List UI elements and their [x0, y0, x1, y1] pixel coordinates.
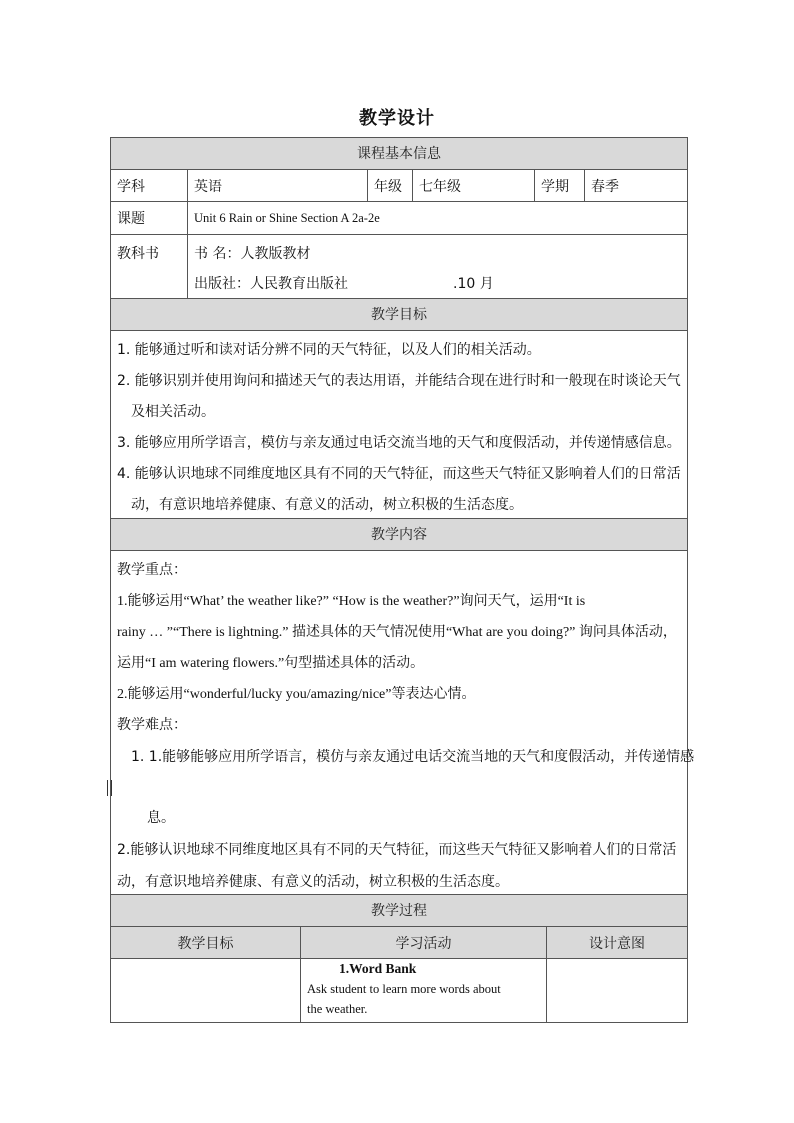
content-line: 动，有意识地培养健康、有意义的活动，树立积极的生活态度。	[117, 874, 509, 890]
content-line: 运用“I am watering flowers.”句型描述具体的活动。	[117, 656, 425, 671]
col-intent-header: 设计意图	[546, 927, 687, 958]
textbook-label: 教科书	[117, 246, 159, 262]
objective-item: 及相关活动。	[131, 404, 215, 420]
margin-marker-icon	[107, 780, 112, 796]
topic-label: 课题	[117, 211, 145, 227]
objective-item: 动，有意识地培养健康、有意义的活动，树立积极的生活态度。	[131, 497, 523, 513]
objective-item: 1. 能够通过听和读对话分辨不同的天气特征，以及人们的相关活动。	[117, 342, 541, 358]
objective-item: 4. 能够认识地球不同维度地区具有不同的天气特征，而这些天气特征又影响着人们的日常活	[117, 466, 681, 482]
term-value: 春季	[584, 170, 687, 201]
objectives-header: 教学目标	[111, 299, 687, 331]
activity-cell	[300, 959, 546, 1022]
publish-date: .10 月	[453, 276, 494, 292]
grade-value: 七年级	[412, 170, 534, 201]
textbook-row	[111, 235, 687, 299]
content-body	[111, 551, 695, 895]
course-info-header: 课程基本信息	[111, 138, 687, 170]
objective-cell	[111, 959, 300, 1022]
topic-row	[111, 202, 687, 235]
activity-title: 1.Word Bank	[339, 961, 417, 976]
difficulties-label: 教学难点：	[117, 717, 187, 733]
intent-cell	[546, 959, 687, 1022]
objective-item: 2. 能够识别并使用询问和描述天气的表达用语，并能结合现在进行时和一般现在时谈论天气	[117, 373, 681, 389]
objectives-body	[111, 331, 687, 519]
content-line: 息。	[147, 810, 175, 826]
course-info-row	[111, 170, 687, 202]
col-objective-header: 教学目标	[177, 935, 234, 952]
process-header: 教学过程	[111, 895, 687, 927]
process-column-headers	[111, 927, 687, 959]
process-row	[111, 959, 687, 1022]
book-name: 书 名：人教版教材	[194, 246, 311, 262]
content-line: 2.能够运用“wonderful/lucky you/amazing/nice”等表达心情。	[117, 687, 476, 702]
term-label: 学期	[534, 170, 584, 201]
topic-value: Unit 6 Rain or Shine Section A 2a-2e	[187, 202, 687, 234]
content-header: 教学内容	[111, 519, 687, 551]
objective-item: 3. 能够应用所学语言，模仿与亲友通过电话交流当地的天气和度假活动，并传递情感信息。	[117, 435, 681, 451]
grade-label: 年级	[367, 170, 412, 201]
publisher: 出版社：人民教育出版社	[194, 276, 348, 292]
page-title: 教学设计	[359, 108, 435, 129]
content-line: rainy … ”“There is lightning.” 描述具体的天气情况使用“What are you doing?” 询问具体活动，	[117, 625, 677, 640]
content-line: 1. 1.能够能够应用所学语言，模仿与亲友通过电话交流当地的天气和度假活动，并传递情感	[131, 749, 695, 765]
subject-value: 英语	[187, 170, 367, 201]
subject-label: 学科	[117, 178, 145, 195]
lesson-plan-table	[110, 137, 695, 1023]
content-line: 2.能够认识地球不同维度地区具有不同的天气特征，而这些天气特征又影响着人们的日常活	[117, 842, 677, 858]
key-points-label: 教学重点：	[117, 562, 187, 578]
activity-text: the weather.	[307, 1002, 368, 1016]
col-activity-header: 学习活动	[300, 927, 546, 958]
textbook-info	[187, 235, 687, 298]
activity-text: Ask student to learn more words about	[307, 982, 501, 996]
content-line: 1.能够运用“What’ the weather like?” “How is the weather?”询问天气，运用“It is	[117, 594, 586, 609]
